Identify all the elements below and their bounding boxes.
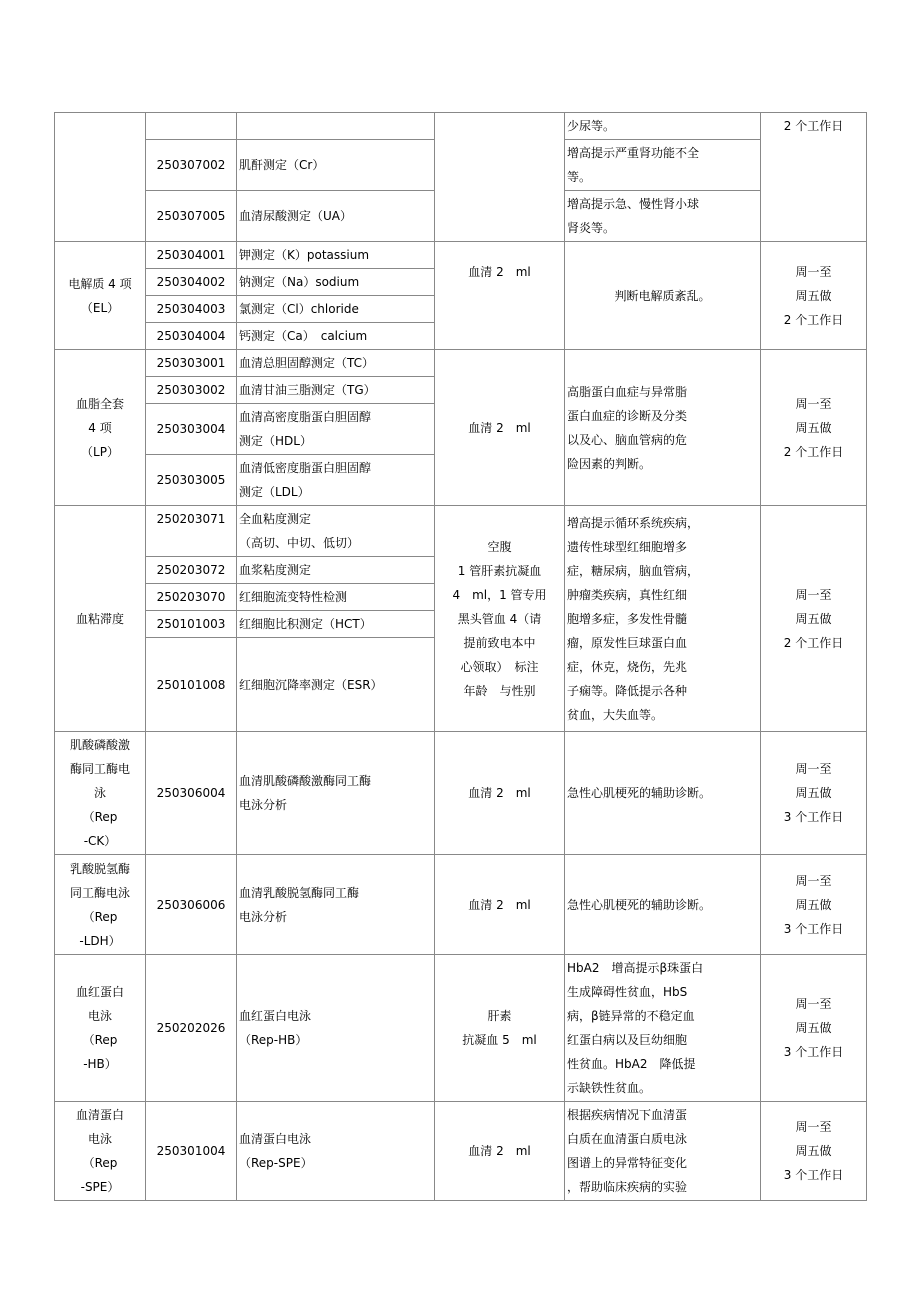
cell-test-name (237, 557, 435, 584)
cell-sample (435, 732, 565, 855)
cell-text-line: 酶同工酶电 (69, 762, 130, 776)
cell-item-code (146, 955, 237, 1102)
cell-test-name (237, 855, 435, 955)
cell-item-code (146, 191, 237, 242)
cell-text-line: 血清 2 ml (468, 897, 531, 912)
cell-text-line: 250203071 (156, 512, 226, 526)
cell-text-line: 心领取） 标注 (460, 659, 539, 674)
cell-sample (435, 955, 565, 1102)
cell-text-line: （高切、中切、低切） (239, 536, 360, 550)
cell-text-line: 血清 2 ml (468, 420, 531, 435)
cell-text-line: 250306004 (156, 786, 226, 800)
cell-text-line: 全血粘度测定 (239, 512, 312, 526)
cell-text-line: 乳酸脱氢酶 (69, 861, 130, 876)
cell-text-line: 2 个工作日 (783, 635, 844, 650)
table-row (55, 855, 867, 955)
cell-text-line: 肌酸磷酸激 (69, 738, 130, 752)
cell-test-name (237, 732, 435, 855)
cell-text-line: 抗凝血 5 ml (462, 1033, 537, 1047)
cell-text-line: 电泳 (87, 1009, 112, 1023)
cell-text-line: 病，β链异常的不稳定血 (567, 1009, 695, 1023)
cell-text-line: （Rep-HB） (239, 1033, 308, 1047)
cell-text-line: （Rep-SPE） (239, 1156, 313, 1170)
cell-text-line: 提前致电本中 (463, 635, 536, 650)
cell-text-line: （LP） (81, 444, 119, 459)
cell-item-code (146, 323, 237, 350)
cell-test-name (237, 455, 435, 506)
cell-text-line: 同工酶电泳 (69, 885, 130, 900)
cell-item-name (55, 732, 146, 855)
cell-text-line: 泳 (93, 786, 106, 800)
cell-text-line: -LDH） (79, 933, 121, 948)
cell-item-code (146, 350, 237, 377)
cell-test-name (237, 350, 435, 377)
cell-text-line: 生成障碍性贫血，HbS (567, 985, 688, 999)
cell-text-line: 3 个工作日 (783, 1168, 844, 1182)
cell-test-name (237, 506, 435, 557)
cell-text-line: （Rep (82, 909, 118, 924)
cell-clinical-significance (565, 855, 761, 955)
cell-item-code (146, 404, 237, 455)
cell-item-name (55, 506, 146, 732)
cell-text-line: 4 项 (88, 420, 112, 435)
cell-turnaround (761, 1102, 867, 1201)
cell-text-line: 250303001 (156, 356, 226, 370)
cell-text-line: 250303005 (156, 473, 226, 487)
cell-text-line: 血清总胆固醇测定（TC） (239, 356, 375, 370)
cell-text-line: 血清甘油三脂测定（TG） (239, 383, 376, 397)
cell-item-code (146, 584, 237, 611)
cell-clinical-significance (565, 191, 761, 242)
cell-test-name (237, 404, 435, 455)
cell-item-code (146, 506, 237, 557)
cell-text-line: 贫血，大失血等。 (567, 707, 664, 722)
cell-text-line: 子痫等。降低提示各种 (567, 683, 688, 698)
cell-text-line: 血清 2 ml (468, 786, 531, 800)
cell-item-code (146, 242, 237, 269)
cell-text-line: 肝素 (487, 1009, 512, 1023)
cell-turnaround (761, 242, 867, 350)
cell-item-name (55, 113, 146, 242)
cell-item-name (55, 350, 146, 506)
cell-text-line: 周五做 (795, 786, 832, 800)
cell-text-line: 胞增多症，多发性骨髓 (567, 611, 688, 626)
cell-text-line: 周五做 (795, 1021, 832, 1035)
table-row (55, 732, 867, 855)
cell-text-line: 险因素的判断。 (567, 456, 652, 471)
cell-turnaround (761, 113, 867, 242)
cell-text-line: 周一至 (795, 997, 832, 1011)
cell-text-line: 氯测定（Cl）chloride (239, 302, 359, 316)
cell-text-line: 肾炎等。 (567, 221, 616, 235)
cell-clinical-significance (565, 140, 761, 191)
cell-text-line: 血脂全套 (75, 396, 124, 411)
cell-text-line: 急性心肌梗死的辅助诊断。 (567, 897, 712, 912)
cell-text-line: 血清肌酸磷酸激酶同工酶 (239, 774, 372, 788)
cell-text-line: 增高提示严重肾功能不全 (567, 146, 700, 160)
cell-text-line: 判断电解质紊乱。 (614, 288, 711, 303)
cell-text-line: 250304002 (156, 275, 226, 289)
cell-text-line: （EL） (80, 300, 120, 315)
cell-text-line: 白质在血清蛋白质电泳 (567, 1132, 688, 1146)
cell-item-code (146, 855, 237, 955)
cell-text-line: 周一至 (795, 762, 832, 776)
cell-text-line: 周五做 (795, 611, 832, 626)
cell-text-line: 250101003 (156, 617, 226, 631)
cell-clinical-significance (565, 113, 761, 140)
cell-text-line: （Rep (82, 810, 118, 824)
cell-text-line: 急性心肌梗死的辅助诊断。 (567, 786, 712, 800)
cell-text-line: （Rep (82, 1033, 118, 1047)
cell-text-line: 250304003 (156, 302, 226, 316)
cell-text-line: 钾测定（K）potassium (239, 248, 370, 262)
cell-clinical-significance (565, 732, 761, 855)
cell-turnaround (761, 855, 867, 955)
cell-test-name (237, 140, 435, 191)
cell-text-line: 250202026 (156, 1021, 226, 1035)
cell-item-code (146, 1102, 237, 1201)
cell-item-code (146, 113, 237, 140)
cell-test-name (237, 191, 435, 242)
cell-text-line: 蛋白血症的诊断及分类 (567, 408, 688, 423)
cell-text-line: 少尿等。 (567, 119, 616, 133)
cell-sample (435, 350, 565, 506)
table-row (55, 955, 867, 1102)
cell-text-line: 2 个工作日 (783, 119, 844, 133)
cell-text-line: 血清乳酸脱氢酶同工酶 (239, 885, 360, 900)
cell-text-line: 红蛋白病以及巨幼细胞 (567, 1033, 688, 1047)
cell-test-name (237, 269, 435, 296)
cell-text-line: 症，糖尿病，脑血管病， (567, 563, 700, 578)
cell-text-line: -HB） (83, 1057, 117, 1071)
cell-text-line: 3 个工作日 (783, 1045, 844, 1059)
cell-text-line: 周五做 (795, 288, 832, 303)
cell-test-name (237, 242, 435, 269)
cell-text-line: -SPE） (80, 1180, 120, 1194)
cell-text-line: 电泳 (87, 1132, 112, 1146)
cell-text-line: 250304004 (156, 329, 226, 343)
cell-text-line: HbA2 增高提示β珠蛋白 (567, 961, 704, 975)
cell-text-line: 红细胞比积测定（HCT） (239, 617, 372, 631)
cell-text-line: 红细胞流变特性检测 (239, 590, 348, 604)
cell-text-line: 血清 2 ml (468, 265, 531, 279)
cell-turnaround (761, 955, 867, 1102)
cell-text-line: -CK） (83, 834, 117, 848)
cell-text-line: 周一至 (795, 264, 832, 279)
cell-text-line: 血清蛋白电泳 (239, 1132, 312, 1146)
cell-test-name (237, 638, 435, 732)
cell-clinical-significance (565, 242, 761, 350)
cell-clinical-significance (565, 955, 761, 1102)
cell-text-line: 血清尿酸测定（UA） (239, 209, 352, 223)
cell-text-line: 增高提示急、慢性肾小球 (567, 197, 700, 211)
cell-turnaround (761, 506, 867, 732)
cell-text-line: 250203072 (156, 563, 226, 577)
cell-text-line: 遗传性球型红细胞增多 (567, 539, 688, 554)
cell-text-line: 3 个工作日 (783, 810, 844, 824)
cell-item-code (146, 557, 237, 584)
cell-item-code (146, 377, 237, 404)
cell-sample (435, 506, 565, 732)
table-row (55, 242, 867, 269)
cell-text-line: ，帮助临床疾病的实验 (567, 1180, 688, 1194)
cell-test-name (237, 584, 435, 611)
cell-text-line: 肌酐测定（Cr） (239, 158, 325, 172)
cell-sample (435, 1102, 565, 1201)
cell-sample (435, 855, 565, 955)
cell-clinical-significance (565, 1102, 761, 1201)
cell-text-line: 3 个工作日 (783, 921, 844, 936)
table-row (55, 350, 867, 377)
cell-text-line: 250306006 (156, 897, 226, 912)
cell-text-line: 图谱上的异常特征变化 (567, 1156, 688, 1170)
cell-text-line: 250203070 (156, 590, 226, 604)
cell-text-line: 周一至 (795, 873, 832, 888)
cell-text-line: 250101008 (156, 677, 226, 692)
cell-text-line: 瘤，原发性巨球蛋白血 (567, 635, 688, 650)
cell-text-line: 250307005 (156, 209, 226, 223)
cell-item-name (55, 855, 146, 955)
cell-text-line: （Rep (82, 1156, 118, 1170)
cell-item-code (146, 455, 237, 506)
cell-test-name (237, 323, 435, 350)
cell-text-line: 测定（HDL） (239, 434, 312, 448)
cell-text-line: 等。 (567, 170, 592, 184)
cell-text-line: 示缺铁性贫血。 (567, 1081, 652, 1095)
cell-item-code (146, 296, 237, 323)
cell-text-line: 血浆粘度测定 (239, 563, 312, 577)
cell-text-line: 血清 2 ml (468, 1144, 531, 1158)
cell-text-line: 电泳分析 (239, 909, 288, 924)
cell-item-code (146, 140, 237, 191)
cell-text-line: 以及心、脑血管病的危 (567, 432, 688, 447)
cell-clinical-significance (565, 350, 761, 506)
cell-text-line: 周一至 (795, 587, 832, 602)
cell-text-line: 测定（LDL） (239, 485, 310, 499)
cell-text-line: 血红蛋白电泳 (239, 1009, 312, 1023)
cell-text-line: 增高提示循环系统疾病， (567, 515, 700, 530)
cell-text-line: 肿瘤类疾病，真性红细 (567, 587, 688, 602)
cell-text-line: 红细胞沉降率测定（ESR） (239, 677, 383, 692)
cell-item-name (55, 1102, 146, 1201)
cell-text-line: 血清低密度脂蛋白胆固醇 (239, 461, 372, 475)
table-row (55, 113, 867, 140)
cell-test-name (237, 113, 435, 140)
cell-test-name (237, 377, 435, 404)
cell-test-name (237, 611, 435, 638)
cell-sample (435, 242, 565, 350)
cell-text-line: 黑头管血 4（请 (457, 611, 542, 626)
cell-text-line: 2 个工作日 (783, 444, 844, 459)
cell-item-name (55, 955, 146, 1102)
cell-text-line: 250303004 (156, 422, 226, 436)
cell-text-line: 血清蛋白 (75, 1108, 124, 1122)
table-row (55, 506, 867, 557)
cell-text-line: 血红蛋白 (75, 985, 124, 999)
cell-text-line: 4 ml，1 管专用 (452, 587, 547, 602)
cell-text-line: 周一至 (795, 396, 832, 411)
cell-text-line: 根据疾病情况下血清蛋 (567, 1108, 688, 1122)
cell-text-line: 症，休克，烧伤，先兆 (567, 659, 688, 674)
cell-text-line: 年龄 与性别 (463, 683, 536, 698)
cell-clinical-significance (565, 506, 761, 732)
table-body (55, 113, 867, 1201)
cell-text-line: 2 个工作日 (783, 312, 844, 327)
cell-text-line: 周五做 (795, 1144, 832, 1158)
cell-text-line: 250304001 (156, 248, 226, 262)
cell-text-line: 周五做 (795, 897, 832, 912)
cell-test-name (237, 1102, 435, 1201)
cell-turnaround (761, 732, 867, 855)
cell-sample (435, 113, 565, 242)
cell-turnaround (761, 350, 867, 506)
cell-text-line: 电解质 4 项 (68, 276, 132, 291)
cell-text-line: 高脂蛋白血症与异常脂 (567, 384, 688, 399)
lab-test-table (54, 112, 867, 1201)
cell-text-line: 性贫血。HbA2 降低提 (567, 1057, 696, 1071)
table-row (55, 1102, 867, 1201)
cell-item-code (146, 732, 237, 855)
cell-item-code (146, 269, 237, 296)
cell-item-name (55, 242, 146, 350)
cell-text-line: 250303002 (156, 383, 226, 397)
cell-text-line: 钠测定（Na）sodium (239, 275, 360, 289)
cell-text-line: 血粘滞度 (75, 611, 124, 626)
cell-text-line: 钙测定（Ca） calcium (239, 329, 368, 343)
cell-text-line: 血清高密度脂蛋白胆固醇 (239, 410, 372, 424)
cell-text-line: 周五做 (795, 420, 832, 435)
cell-item-code (146, 638, 237, 732)
cell-test-name (237, 296, 435, 323)
cell-text-line: 周一至 (795, 1120, 832, 1134)
cell-test-name (237, 955, 435, 1102)
cell-text-line: 250307002 (156, 158, 226, 172)
cell-text-line: 1 管肝素抗凝血 (457, 563, 542, 578)
cell-text-line: 空腹 (487, 539, 512, 554)
cell-text-line: 电泳分析 (239, 798, 288, 812)
cell-text-line: 250301004 (156, 1144, 226, 1158)
cell-item-code (146, 611, 237, 638)
